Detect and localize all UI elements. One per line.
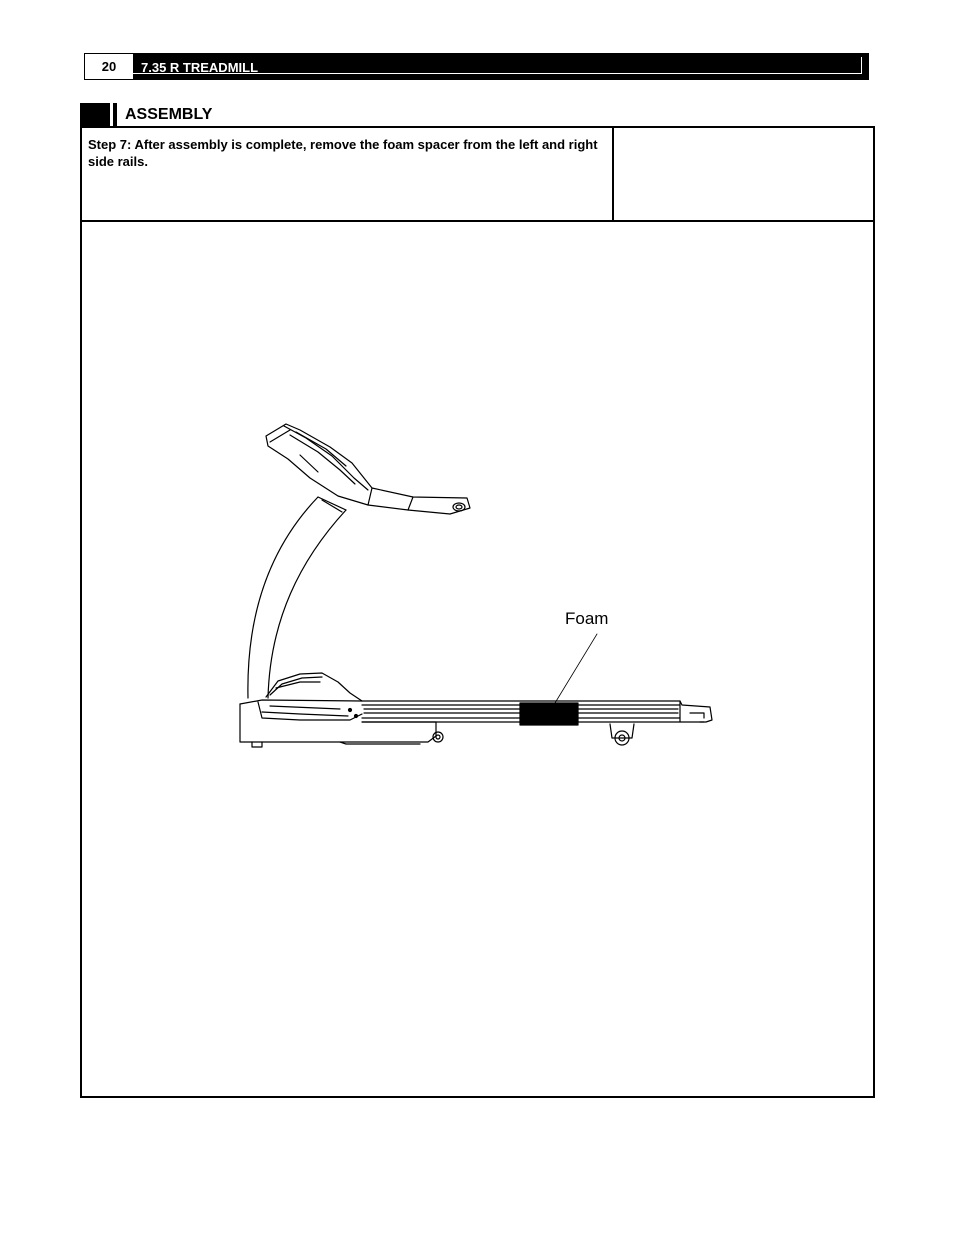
- header-title-strip: [133, 54, 868, 79]
- section-marker-bar: [113, 103, 117, 126]
- step-column-divider: [612, 128, 614, 222]
- page-header: [84, 53, 869, 80]
- assembly-step-box: [80, 126, 875, 1098]
- page-number: 20: [85, 54, 133, 79]
- section-title: ASSEMBLY: [125, 106, 213, 123]
- section-marker-block: [80, 103, 110, 126]
- step-row: [82, 128, 873, 222]
- manual-title: 7.35 R TREADMILL: [141, 60, 259, 75]
- section-marker: [80, 103, 119, 126]
- foam-callout-label: Foam: [565, 609, 609, 628]
- step-instruction: Step 7: After assembly is complete, remove the foam spacer from the left and right side rails.: [88, 137, 598, 169]
- header-inner-vrule: [861, 57, 862, 74]
